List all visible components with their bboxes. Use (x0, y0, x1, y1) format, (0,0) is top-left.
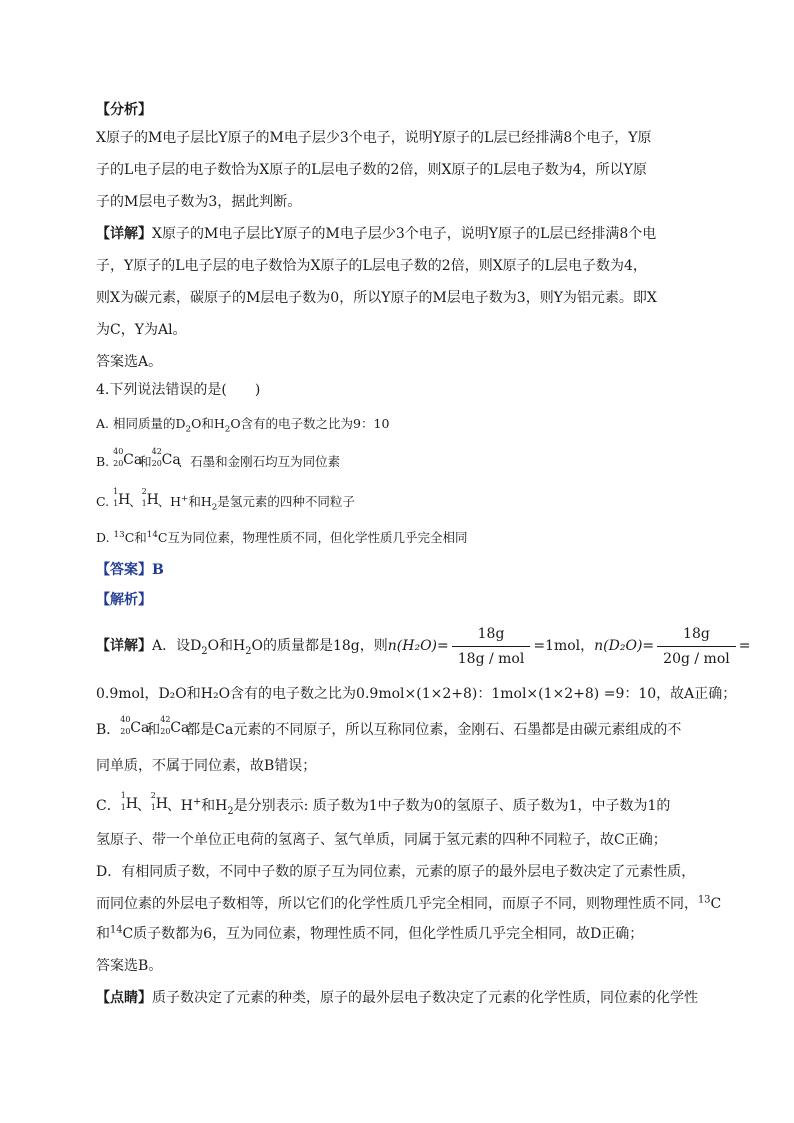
h2-isotope: 2 1 H (141, 487, 159, 508)
detail1-label: 【详解】 (96, 226, 152, 242)
detail2-b-line-1: B． 40 20 Ca 和 42 20 Ca 都是Ca元素的不同原子，所以互称同位素，金刚石、石墨都是由碳元素组成的不 (96, 715, 682, 738)
option-b: B. 40 20 Ca 和 42 20 Ca 、石墨和金刚石均互为同位素 (96, 447, 341, 469)
option-d: D. $^{13}$C和$^{14}$C互为同位素，物理性质不同，但化学性质几乎完全相同 (96, 529, 468, 545)
analysis-line-2: 子的L电子层的电子数恰为X原子的L层电子数的2倍，则X原子的L层电子数为4，所以Y原 (96, 162, 647, 178)
answer2: 答案选B。 (96, 958, 163, 974)
detail1-line-4: 为C，Y为Al。 (96, 322, 187, 338)
h1-isotope-2: 1 1 H (120, 791, 138, 812)
answer-box: 【答案】B (96, 562, 164, 578)
fraction-h2o: $\frac{18g}{\text{18g / mol}}$ (452, 625, 531, 668)
analysis-line-1: X原子的M电子层比Y原子的M电子层少3个电子，说明Y原子的L层已经排满8个电子，Y原 (96, 130, 652, 146)
detail2-d-line-1: D．有相同质子数，不同中子数的原子互为同位素，元素的原子的最外层电子数决定了元素性质， (96, 864, 696, 880)
detail2-a-line-1: 【详解】A．设$D_2O$和$H_2O$的质量都是18g，则n(H₂O)= $\frac{18g}{\text{18g / mol}}$ =1mol，n(D₂O)= $\frac{18g}{\text{20g / mol}}$ = (96, 625, 751, 667)
comment-label: 【点睛】 (96, 990, 152, 1006)
detail2-c-line-1: C． 1 1 H 、 2 1 H 、H+和$H_2$是分别表示: 质子数为1中子数为0的氢原子、质子数为1，中子数为1的 (96, 791, 671, 817)
analysis-line-3: 子的M层电子数为3，据此判断。 (96, 194, 302, 210)
detail1-line-3: 则X为碳元素，碳原子的M层电子数为0，所以Y原子的M层电子数为3，则Y为铝元素。即X (96, 290, 657, 306)
analysis-heading: 【分析】 (96, 102, 152, 118)
ca40-isotope-2: 40 20 Ca (120, 715, 150, 736)
detail2-a-line-2: 0.9mol，D₂O和H₂O含有的电子数之比为0.9mol×(1×2+8)：1mol×(1×2+8) =9：10，故A正确； (96, 686, 737, 702)
detail2-label: 【详解】 (96, 638, 152, 654)
detail1-line-2: 子，Y原子的L电子层的电子数恰为X原子的L层电子数的2倍，则X原子的L层电子数为4， (96, 258, 647, 274)
fraction-d2o: $\frac{18g}{\text{20g / mol}}$ (657, 625, 736, 668)
comment-line: 【点睛】质子数决定了元素的种类，原子的最外层电子数决定了元素的化学性质，同位素的化学性 (96, 990, 698, 1006)
detail2-d-line-2: 而同位素的外层电子数相等，所以它们的化学性质几乎完全相同，而原子不同，则物理性质不同，$^{13}$C (96, 894, 722, 912)
option-c: C. 1 1 H 、 2 1 H 、H+和$H_2$是氢元素的四种不同粒子 (96, 487, 355, 513)
h1-isotope: 1 1 H (113, 487, 131, 508)
h2-isotope-2: 2 1 H (150, 791, 168, 812)
detail2-b-line-2: 同单质，不属于同位素，故B错误； (96, 758, 317, 774)
question-stem: 4.下列说法错误的是( ) (96, 382, 261, 398)
ca42-isotope-2: 42 20 Ca (160, 715, 190, 736)
detail1-line-1: 【详解】X原子的M电子层比Y原子的M电子层少3个电子，说明Y原子的L层已经排满8个电 (96, 226, 657, 242)
ca42-isotope: 42 20 Ca (151, 447, 181, 468)
jiexi-label: 【解析】 (96, 592, 152, 608)
option-a: A. 相同质量的$D_2O$和$H_2O$含有的电子数之比为9：10 (96, 416, 390, 435)
ca40-isotope: 40 20 Ca (113, 447, 143, 468)
detail2-c-line-2: 氢原子、带一个单位正电荷的氢离子、氢气单质，同属于氢元素的四种不同粒子，故C正确； (96, 832, 667, 848)
detail2-d-line-3: 和$^{14}$C质子数都为6，互为同位素，物理性质不同，但化学性质几乎完全相同，故D正确； (96, 924, 644, 942)
answer1: 答案选A。 (96, 354, 163, 370)
